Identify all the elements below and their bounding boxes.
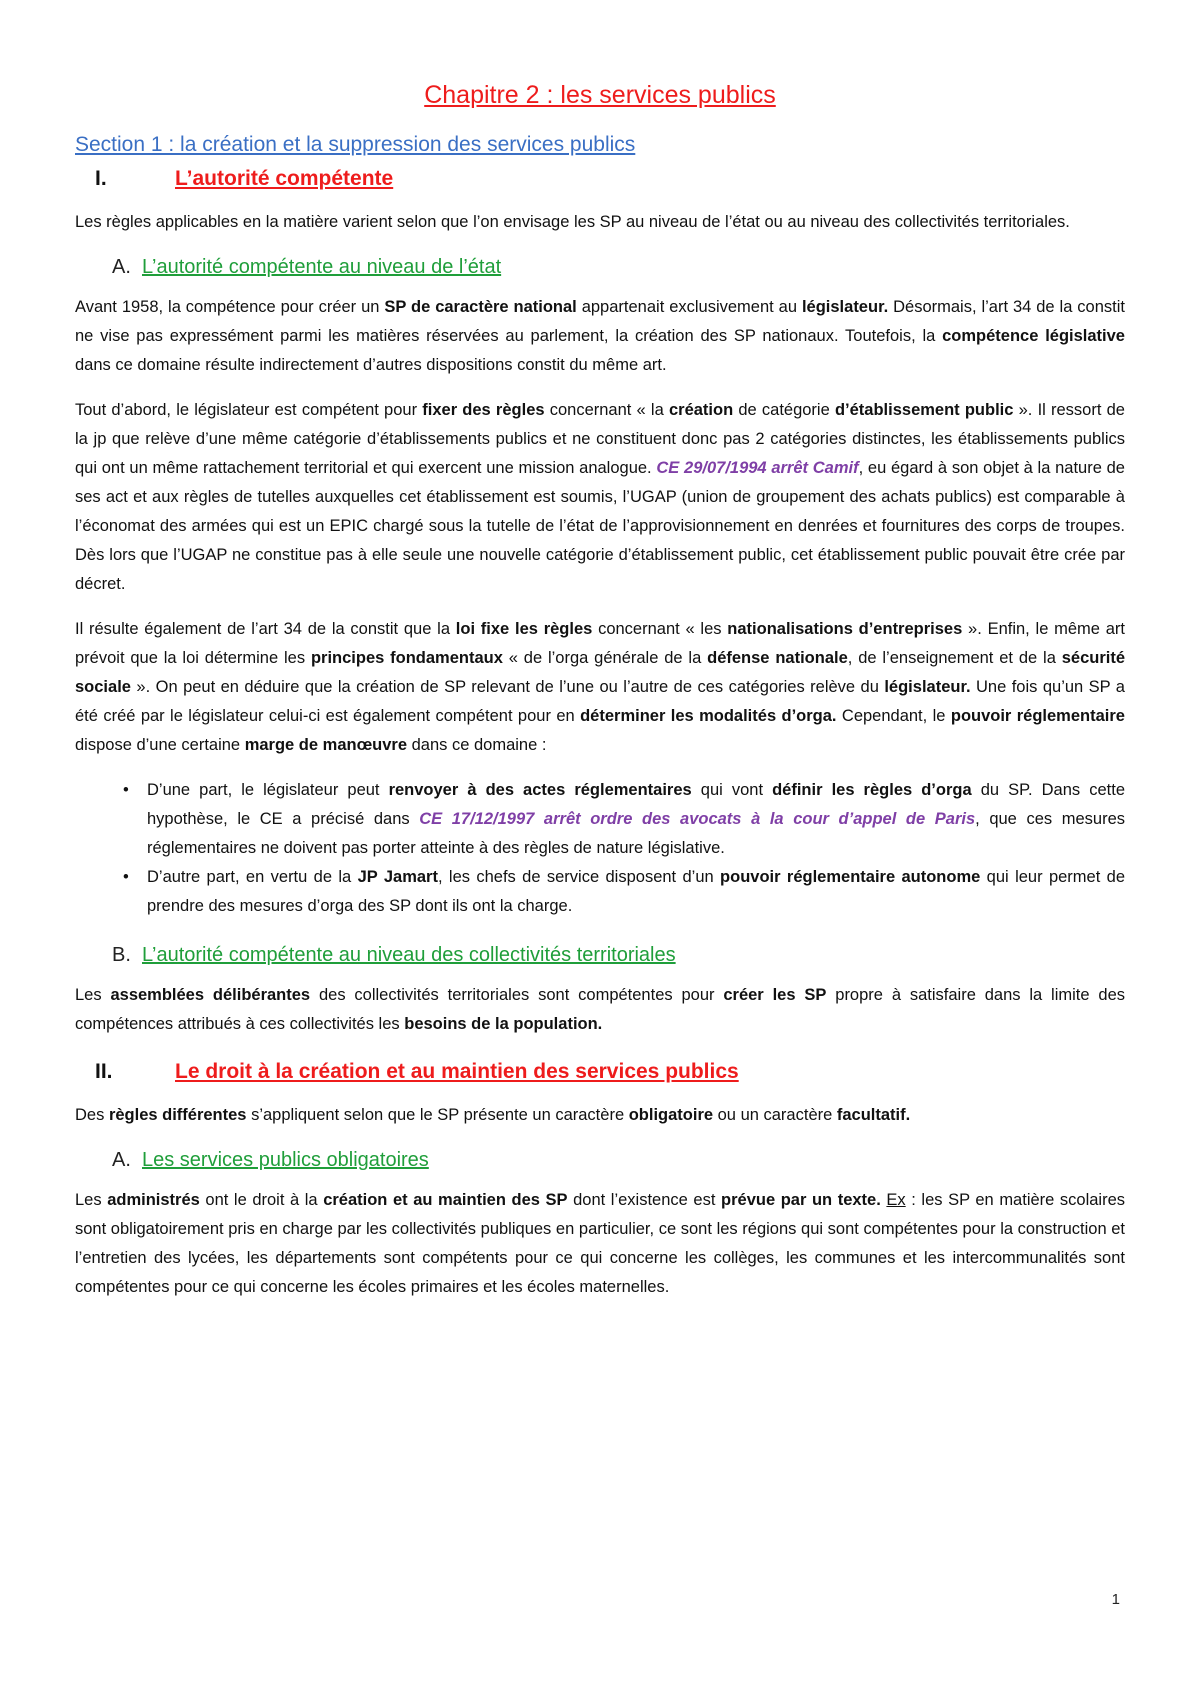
paragraph-tout-abord [75, 396, 1125, 599]
bold-run: assemblées délibérantes [110, 986, 311, 1004]
text-run: de catégorie [733, 401, 835, 419]
heading-level2-obligatoires [112, 1146, 1125, 1174]
heading-level1-droit [95, 1057, 1125, 1087]
bold-run: sécurité sociale [75, 649, 1126, 696]
text-run: ont le droit à la [199, 1191, 324, 1209]
list-item [75, 776, 1125, 863]
heading-text: L’autorité compétente au niveau des collectivités territoriales [142, 944, 676, 966]
text-run: ». On peut en déduire que la création de SP relevant de l’une ou l’autre de ces catégories relève du [130, 678, 885, 696]
bold-run: pouvoir réglementaire autonome [720, 868, 981, 886]
bold-run: besoins de la population. [404, 1015, 603, 1033]
heading-number: I. [95, 167, 107, 190]
bold-run: législateur. [801, 298, 889, 316]
list-item [75, 863, 1125, 921]
bullet-icon: • [123, 781, 129, 799]
heading-letter: A. [112, 1149, 131, 1171]
heading-text: Le droit à la création et au maintien des services publics [175, 1060, 739, 1083]
paragraph-intro: Les règles applicables en la matière varient selon que l’on envisage les SP au niveau de l’état ou au niveau des collectivités territoriales. [75, 213, 1070, 231]
text-run: Avant 1958, la compétence pour créer un [75, 298, 385, 316]
text-run: « de l’orga générale de la [502, 649, 708, 667]
case-reference: CE 17/12/1997 arrêt ordre des avocats à la cour d’appel de Paris [419, 810, 976, 828]
bold-run: d’établissement public [834, 401, 1014, 419]
case-reference: CE 29/07/1994 arrêt Camif [656, 459, 859, 477]
bold-run: marge de manœuvre [244, 736, 408, 754]
text-run: concernant « les [592, 620, 728, 638]
text-run: , que ces mesures réglementaires ne doivent pas porter atteinte à des règles de nature législative. [147, 810, 1125, 857]
text-run: s’appliquent selon que le SP présente un caractère [246, 1106, 629, 1124]
heading-number: II. [95, 1060, 113, 1083]
section-heading: Section 1 : la création et la suppression des services publics [75, 133, 636, 156]
bold-run: obligatoire [628, 1106, 714, 1124]
bold-run: création et au maintien des SP [323, 1191, 568, 1209]
bold-run: principes fondamentaux [310, 649, 503, 667]
bold-run: défense nationale [707, 649, 848, 667]
text-run: Cependant, le [836, 707, 951, 725]
bold-run: facultatif. [836, 1106, 911, 1124]
bullet-icon: • [123, 868, 129, 886]
heading-text: L’autorité compétente au niveau de l’état [142, 256, 502, 278]
heading-text: L’autorité compétente [175, 167, 394, 190]
bold-run: législateur. [884, 678, 971, 696]
text-run: ». Enfin, le même art prévoit que la loi détermine les [75, 620, 1125, 667]
chapter-title: Chapitre 2 : les services publics [424, 81, 776, 109]
text-run: dans ce domaine résulte indirectement d’autres dispositions constit du même art. [75, 356, 667, 374]
text-run: D’une part, le législateur peut [147, 781, 389, 799]
text-run: appartenait exclusivement au [576, 298, 802, 316]
text-run: , eu égard à son objet à la nature de ses act et aux règles de tutelles auxquelles cet établissement est soumis, l’UGAP (union de groupement des achats publics) est comparable à l’économat des armées qui est un EPIC chargé sous la tutelle de l’état de l’approvisionnement en denrées et fournitures des corps de troupes. Dès lors que l’UGAP ne constitue pas à elle seule une nouvelle catégorie d’établissement public, cet établissement public pouvait être crée par décret. [75, 459, 1125, 593]
text-run: D’autre part, en vertu de la [147, 868, 358, 886]
text-run: , de l’enseignement et de la [847, 649, 1062, 667]
text-run: Tout d’abord, le législateur est compétent pour [75, 401, 423, 419]
text-run: concernant « la [544, 401, 669, 419]
text-run: Les [75, 1191, 108, 1209]
text-run: Une fois qu’un SP a été créé par le législateur celui-ci est également compétent pour en [75, 678, 1125, 725]
bold-run: définir les règles d’orga [772, 781, 972, 799]
bullet-list [75, 776, 1125, 921]
text-run: dont l’existence est [567, 1191, 722, 1209]
bold-run: compétence législative [942, 327, 1125, 345]
text-run: du SP. Dans cette hypothèse, le CE a précisé dans [147, 781, 1125, 828]
bold-run: JP Jamart [357, 868, 438, 886]
text-run: Les [75, 986, 111, 1004]
bold-run: pouvoir réglementaire [950, 707, 1125, 725]
paragraph-avant-1958 [75, 293, 1125, 380]
paragraph-regles-differentes [75, 1101, 1125, 1130]
text-run: dans ce domaine : [407, 736, 547, 754]
paragraph-il-resulte [75, 615, 1125, 760]
bold-run: fixer des règles [422, 401, 545, 419]
text-run: ». Il ressort de la jp que relève d’une même catégorie d’établissements publics et ne constituent donc pas 2 catégories distinctes, les établissements publics qui ont un même rattachement territorial et qui exercent une mission analogue. [75, 401, 1125, 477]
bold-run: SP de caractère national [384, 298, 577, 316]
text-run: : les SP en matière scolaires sont obligatoirement pris en charge par les collectivités publiques en particulier, ce sont les régions qui sont compétentes pour la construction et l’entretien des lycées, les départements sont compétents pour ce qui concerne les collèges, les communes et les intercommunalités sont compétentes pour ce qui concerne les écoles primaires et les écoles maternelles. [75, 1191, 1126, 1296]
text-run: des collectivités territoriales sont compétentes pour [310, 986, 724, 1004]
bold-run: créer les SP [723, 986, 827, 1004]
text-run: , les chefs de service disposent d’un [437, 868, 721, 886]
text-run: qui vont [691, 781, 773, 799]
page-number: 1 [1111, 1591, 1120, 1608]
bold-run: renvoyer à des actes réglementaires [388, 781, 692, 799]
bold-run: loi fixe les règles [455, 620, 593, 638]
text-run: Désormais, l’art 34 de la constit ne vise pas expressément parmi les matières réservées au parlement, la création des SP nationaux. Toutefois, la [75, 298, 1125, 345]
text-run: qui leur permet de prendre des mesures d’orga des SP dont ils ont la charge. [147, 868, 1126, 915]
bold-run: prévue par un texte. [721, 1191, 881, 1209]
bold-run: nationalisations d’entreprises [727, 620, 963, 638]
heading-text: Les services publics obligatoires [142, 1149, 429, 1171]
paragraph-administres [75, 1186, 1125, 1302]
heading-level1-autorite [95, 164, 1125, 194]
paragraph-assemblees [75, 981, 1125, 1039]
text-run: dispose d’une certaine [75, 736, 245, 754]
bold-run: règles différentes [108, 1106, 247, 1124]
heading-level2-etat [112, 253, 1125, 281]
bold-run: création [668, 401, 734, 419]
text-run: propre à satisfaire dans la limite des compétences attribués à ces collectivités les [75, 986, 1126, 1033]
heading-level2-collectivites [112, 941, 1125, 969]
bold-run: administrés [107, 1191, 200, 1209]
heading-letter: B. [112, 944, 131, 966]
text-run: Des [75, 1106, 109, 1124]
bold-run: déterminer les modalités d’orga. [580, 707, 837, 725]
underlined-run: Ex [886, 1191, 906, 1209]
text-run: ou un caractère [713, 1106, 837, 1124]
text-run: Il résulte également de l’art 34 de la constit que la [75, 620, 456, 638]
heading-letter: A. [112, 256, 131, 278]
